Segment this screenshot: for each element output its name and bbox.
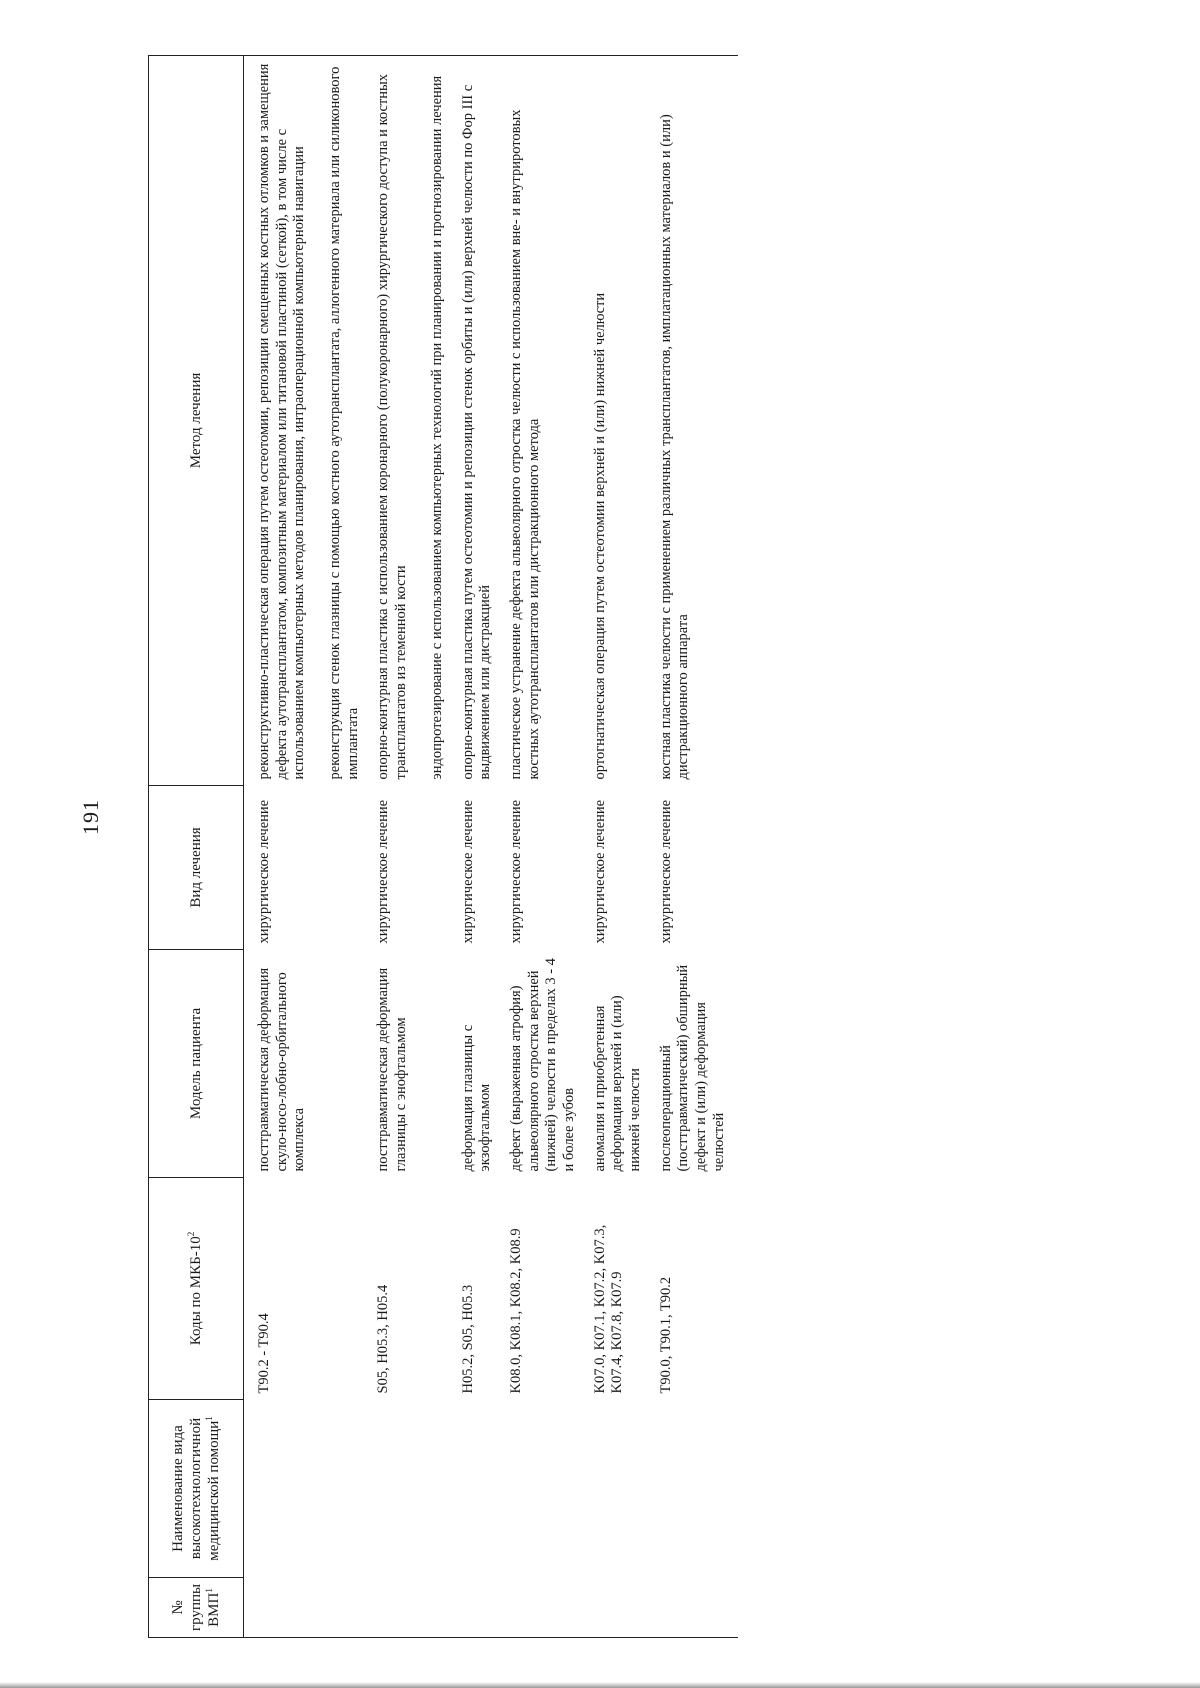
cell-group-no [457,1578,505,1638]
cell-method [505,56,589,786]
cell-group-no [244,1578,373,1638]
cell-kind: хирургическое лечение [507,799,524,944]
header-kind: Вид лечения [149,786,244,950]
cell-model: посттравматическая деформация глазницы с энофтальмом [375,967,410,1172]
table-row [505,56,589,1638]
footnote-marker: 1 [204,1588,215,1593]
table-row [589,56,655,1638]
cell-model: посттравматическая деформация скуло-носо-лобно-орбитального комплекса [256,967,308,1172]
cell-kind: хирургическое лечение [591,799,608,944]
header-row [149,56,244,1638]
cell-codes: H05.2, S05, H05.3 [459,1284,476,1394]
cell-method [457,56,505,786]
cell-kind: хирургическое лечение [375,799,392,944]
method-text: опорно-контурная пластика с использованием коронарного (полукоронарного) хирургического доступа и костных трансплантатов из теменной кости [375,73,410,780]
header-name-text: Наименование вида высокотехнологичной медицинской помощи [169,1417,223,1561]
cell-model: деформация глазницы с экзофтальмом [459,1024,494,1172]
cell-name [655,1400,739,1578]
cell-kind: хирургическое лечение [657,799,674,944]
page-number: 191 [78,799,103,835]
cell-codes: K08.0, K08.1, K08.2, K08.9 [507,1228,524,1394]
cell-method [589,56,655,786]
cell-codes: S05, H05.3, H05.4 [375,1284,392,1394]
header-codes-text: Коды по МКБ-10 [187,1236,204,1346]
cell-name [372,1400,456,1578]
method-text: опорно-контурная пластика путем остеотомии и репозиции стенок орбиты и (или) верхней челюсти по Фор III с выдвижением или дистракцией [459,84,494,780]
cell-group-no [589,1578,655,1638]
cell-model: дефект (выраженная атрофия) альвеолярного отростка верхней (нижней) челюсти в пределах 3 - 4 и более зубов [507,958,577,1172]
method-text: реконструктивно-пластическая операция путем остеотомии, репозиции смещенных костных отломков и замещения дефекта аутотрансплантатом, композитным материалом или титановой пластиной (сеткой), в том числе с использованием компьютерных методов планирования, интраоперационной компьютерной навигации [256,63,308,780]
cell-name [589,1400,655,1578]
cell-method [372,56,456,786]
method-text: эндопротезирование с использованием компьютерных технологий при планировании и прогнозировании лечения [428,75,445,780]
footnote-marker: 2 [185,1231,196,1237]
header-codes [149,1178,244,1400]
cell-name [505,1400,589,1578]
scan-bottom-edge [0,1682,1200,1688]
header-group-no-line3: ВМП [206,1592,223,1627]
header-method: Метод лечения [149,56,244,786]
cell-group-no [372,1578,456,1638]
table-row [372,56,456,1638]
cell-name [457,1400,505,1578]
footnote-marker: 1 [204,1416,215,1421]
cell-model: послеоперационный (посттравматический) обширный дефект и (или) деформация челюстей [657,964,727,1172]
cell-method [244,56,373,786]
table-container [148,56,1078,1638]
cell-codes: K07.0, K07.1, K07.2, K07.3, K07.4, K07.8, K07.9 [591,1224,626,1394]
cell-model: аномалия и приобретенная деформация верхней и (или) нижней челюсти [591,995,643,1172]
cell-kind: хирургическое лечение [256,799,272,944]
method-text: костная пластика челюсти с применением различных трансплантатов, имплатационных материалов и (или) дистракционного аппарата [657,114,692,780]
header-group-no [149,1578,244,1638]
method-text: ортогнатическая операция путем остеотомии верхней и (или) нижней челюсти [591,292,608,780]
header-model: Модель пациента [149,950,244,1178]
method-text: реконструкция стенок глазницы с помощью костного аутотрансплантата, аллогенного материала или силиконового имплантата [327,66,361,780]
header-group-no-line1: № [169,1600,186,1615]
method-text: пластическое устранение дефекта альвеолярного отростка челюсти с использованием вне- и внутриротовых костных аутотрансплантатов или дистракционного метода [507,109,542,780]
cell-group-no [505,1578,589,1638]
table-row [457,56,505,1638]
vmp-table [148,55,738,1638]
header-name [149,1400,244,1578]
cell-name [244,1400,373,1578]
table-row [244,56,373,1638]
table-row [655,56,739,1638]
cell-codes: T90.0, T90.1, T90.2 [657,1276,674,1394]
cell-kind: хирургическое лечение [459,799,476,944]
cell-codes: T90.2 - T90.4 [256,1313,272,1394]
cell-method [655,56,739,786]
header-group-no-line2: группы [187,1583,204,1631]
cell-group-no [655,1578,739,1638]
